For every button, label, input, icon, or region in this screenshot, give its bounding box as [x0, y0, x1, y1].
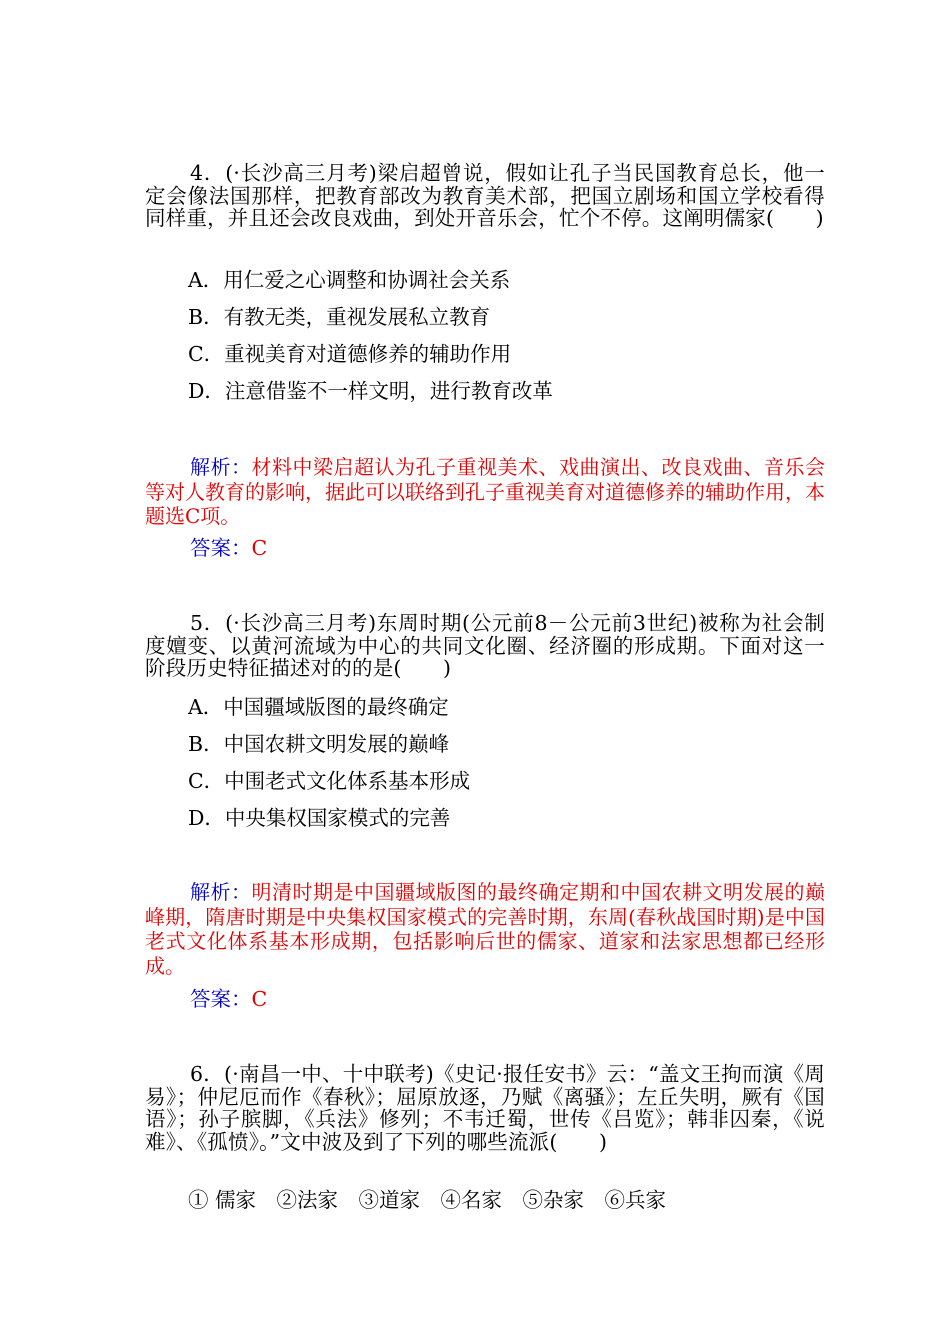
- question-5-option-c: C．中围老式文化体系基本形成: [188, 769, 471, 793]
- answer-label: 答案：: [190, 987, 252, 1011]
- question-4-analysis: [145, 455, 825, 529]
- question-4-option-b: B．有教无类，重视发展私立教育: [188, 305, 491, 329]
- question-5-stem: 5．(·长沙高三月考)东周时期(公元前8－公元前3世纪)被称为社会制度嬗变、以黄河流域为中心的共同文化圈、经济圈的形成期。下面对这一阶段历史特征描述对的的是( ): [145, 611, 825, 680]
- question-4-option-c: C．重视美育对道德修养的辅助作用: [188, 342, 512, 366]
- question-4-option-d: D．注意借鉴不一样文明，进行教育改革: [188, 379, 553, 403]
- analysis-text: 明清时期是中国疆域版图的最终确定期和中国农耕文明发展的巅峰期，隋唐时期是中央集权国家模式的完善时期，东周(春秋战国时期)是中国老式文化体系基本形成期，包括影响后世的儒家、道家和法家思想都已经形成。: [145, 880, 825, 978]
- analysis-text: 材料中梁启超认为孔子重视美术、戏曲演出、改良戏曲、音乐会等对人教育的影响，据此可以联络到孔子重视美育对道德修养的辅助作用，本题选C项。: [145, 455, 825, 528]
- question-5-option-b: B．中国农耕文明发展的巅峰: [188, 732, 450, 756]
- question-6-choices: ① 儒家 ②法家 ③道家 ④名家 ⑤杂家 ⑥兵家: [188, 1188, 667, 1212]
- question-4-answer: [190, 536, 267, 560]
- answer-label: 答案：: [190, 536, 252, 560]
- question-5-option-a: A．中国疆域版图的最终确定: [188, 695, 449, 719]
- question-6-stem: 6．(·南昌一中、十中联考)《史记·报任安书》云：“盖文王拘而演《周易》；仲尼厄而作《春秋》；屈原放逐，乃赋《离骚》；左丘失明，厥有《国语》；孙子膑脚，《兵法》修列；不韦迁蜀，世传《吕览》；韩非囚秦，《说难》、《孤愤》。”文中波及到了下列的哪些流派( ): [145, 1062, 825, 1154]
- analysis-label: 解析：: [190, 880, 252, 904]
- question-5-option-d: D．中央集权国家模式的完善: [188, 806, 451, 830]
- question-5-analysis: [145, 880, 825, 978]
- question-4-option-a: A．用仁爱之心调整和协调社会关系: [188, 268, 511, 292]
- analysis-label: 解析：: [190, 455, 252, 479]
- question-4-stem: 4．(·长沙高三月考)梁启超曾说，假如让孔子当民国教育总长，他一定会像法国那样，把教育部改为教育美术部，把国立剧场和国立学校看得同样重，并且还会改良戏曲，到处开音乐会，忙个不停。这阐明儒家( ): [145, 161, 825, 230]
- answer-value: C: [251, 987, 268, 1011]
- answer-value: C: [251, 536, 268, 560]
- question-5-answer: [190, 987, 267, 1011]
